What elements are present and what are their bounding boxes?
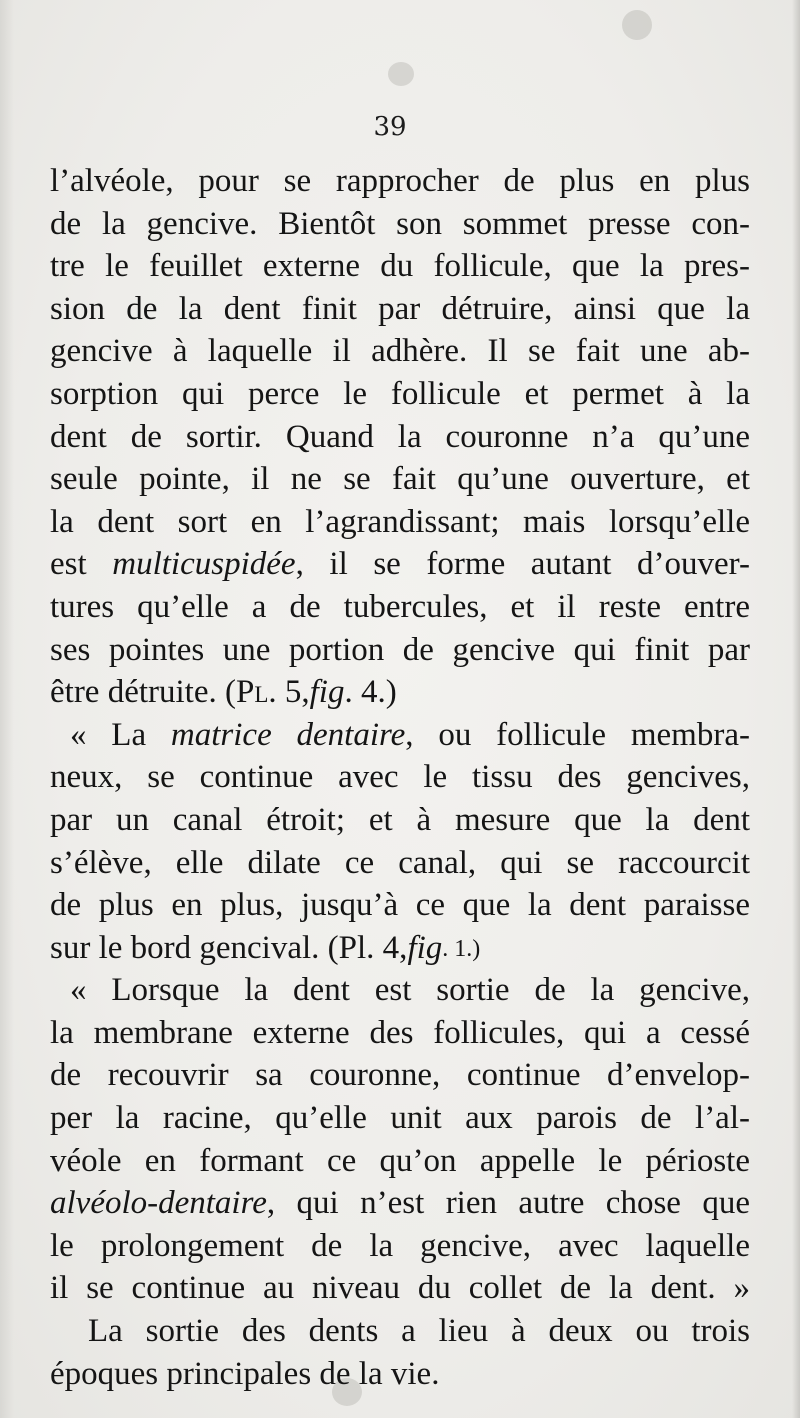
text-line: époques principales de la vie. bbox=[50, 1355, 440, 1392]
text-fragment: , il se forme autant d’ouver- bbox=[295, 546, 750, 583]
text-line bbox=[50, 1182, 750, 1225]
text-line: la dent sort en l’agrandissant; mais lorsqu’elle bbox=[50, 503, 750, 540]
text-fragment: , ou follicule membra- bbox=[405, 716, 750, 753]
page-number: 39 bbox=[373, 112, 407, 142]
text-line: le prolongement de la gencive, avec laquelle bbox=[50, 1227, 750, 1264]
text-line: « Lorsque la dent est sortie de la gencive, bbox=[70, 972, 750, 1009]
text-line: neux, se continue avec le tissu des gencives, bbox=[50, 759, 750, 796]
text-fragment: , qui n’est rien autre chose que bbox=[266, 1185, 750, 1222]
text-line: véole en formant ce qu’on appelle le périoste bbox=[50, 1142, 750, 1179]
text-line: de recouvrir sa couronne, continue d’envelop- bbox=[50, 1057, 750, 1094]
paper-stain bbox=[388, 62, 414, 86]
text-line: par un canal étroit; et à mesure que la dent bbox=[50, 801, 750, 838]
text-line: s’élève, elle dilate ce canal, qui se raccourcit bbox=[50, 844, 750, 881]
italic-term: alvéolo-dentaire bbox=[50, 1185, 267, 1222]
fig-abbrev: fig bbox=[309, 674, 345, 711]
text-fragment: . 5, bbox=[268, 674, 310, 711]
text-fragment: sur le bord gencival. (Pl. 4, bbox=[50, 929, 408, 966]
text-line: l’alvéole, pour se rapprocher de plus en plus bbox=[50, 163, 750, 199]
text-line: sion de la dent finit par détruire, ainsi que la bbox=[50, 290, 750, 327]
text-line bbox=[50, 543, 750, 586]
text-line bbox=[50, 671, 750, 714]
text-line: La sortie des dents a lieu à deux ou trois bbox=[88, 1313, 750, 1350]
text-line: la membrane externe des follicules, qui a cessé bbox=[50, 1014, 750, 1051]
text-line: seule pointe, il ne se fait qu’une ouverture, et bbox=[50, 461, 750, 498]
text-line bbox=[50, 927, 750, 970]
text-line: il se continue au niveau du collet de la dent. » bbox=[50, 1270, 750, 1307]
text-fragment: « La bbox=[70, 716, 171, 753]
text-fragment: . 1.) bbox=[442, 935, 481, 962]
text-fragment: être détruite. ( bbox=[50, 674, 236, 711]
text-line: dent de sortir. Quand la couronne n’a qu’une bbox=[50, 418, 750, 455]
text-line: per la racine, qu’elle unit aux parois de l’al- bbox=[50, 1100, 750, 1137]
page-edge-left bbox=[0, 0, 14, 1418]
text-line: de la gencive. Bientôt son sommet presse con- bbox=[50, 205, 750, 242]
text-line: tre le feuillet externe du follicule, que la pres- bbox=[50, 248, 750, 285]
text-line: ses pointes une portion de gencive qui finit par bbox=[50, 631, 750, 668]
body-text bbox=[50, 160, 750, 1395]
text-fragment: est bbox=[50, 546, 113, 583]
text-line: sorption qui perce le follicule et permet à la bbox=[50, 375, 750, 412]
italic-term: matrice dentaire bbox=[170, 716, 406, 753]
text-fragment: . 4.) bbox=[344, 674, 397, 711]
text-line: tures qu’elle a de tubercules, et il reste entre bbox=[50, 588, 750, 625]
text-line bbox=[50, 714, 750, 757]
italic-term: multicuspidée bbox=[112, 546, 296, 583]
paper-stain bbox=[622, 10, 652, 40]
plate-abbrev: Pl bbox=[235, 674, 269, 711]
text-line: gencive à laquelle il adhère. Il se fait une ab- bbox=[50, 333, 750, 370]
text-line: de plus en plus, jusqu’à ce que la dent paraisse bbox=[50, 887, 750, 924]
page-edge-right bbox=[792, 0, 800, 1418]
fig-abbrev: fig bbox=[407, 929, 443, 966]
